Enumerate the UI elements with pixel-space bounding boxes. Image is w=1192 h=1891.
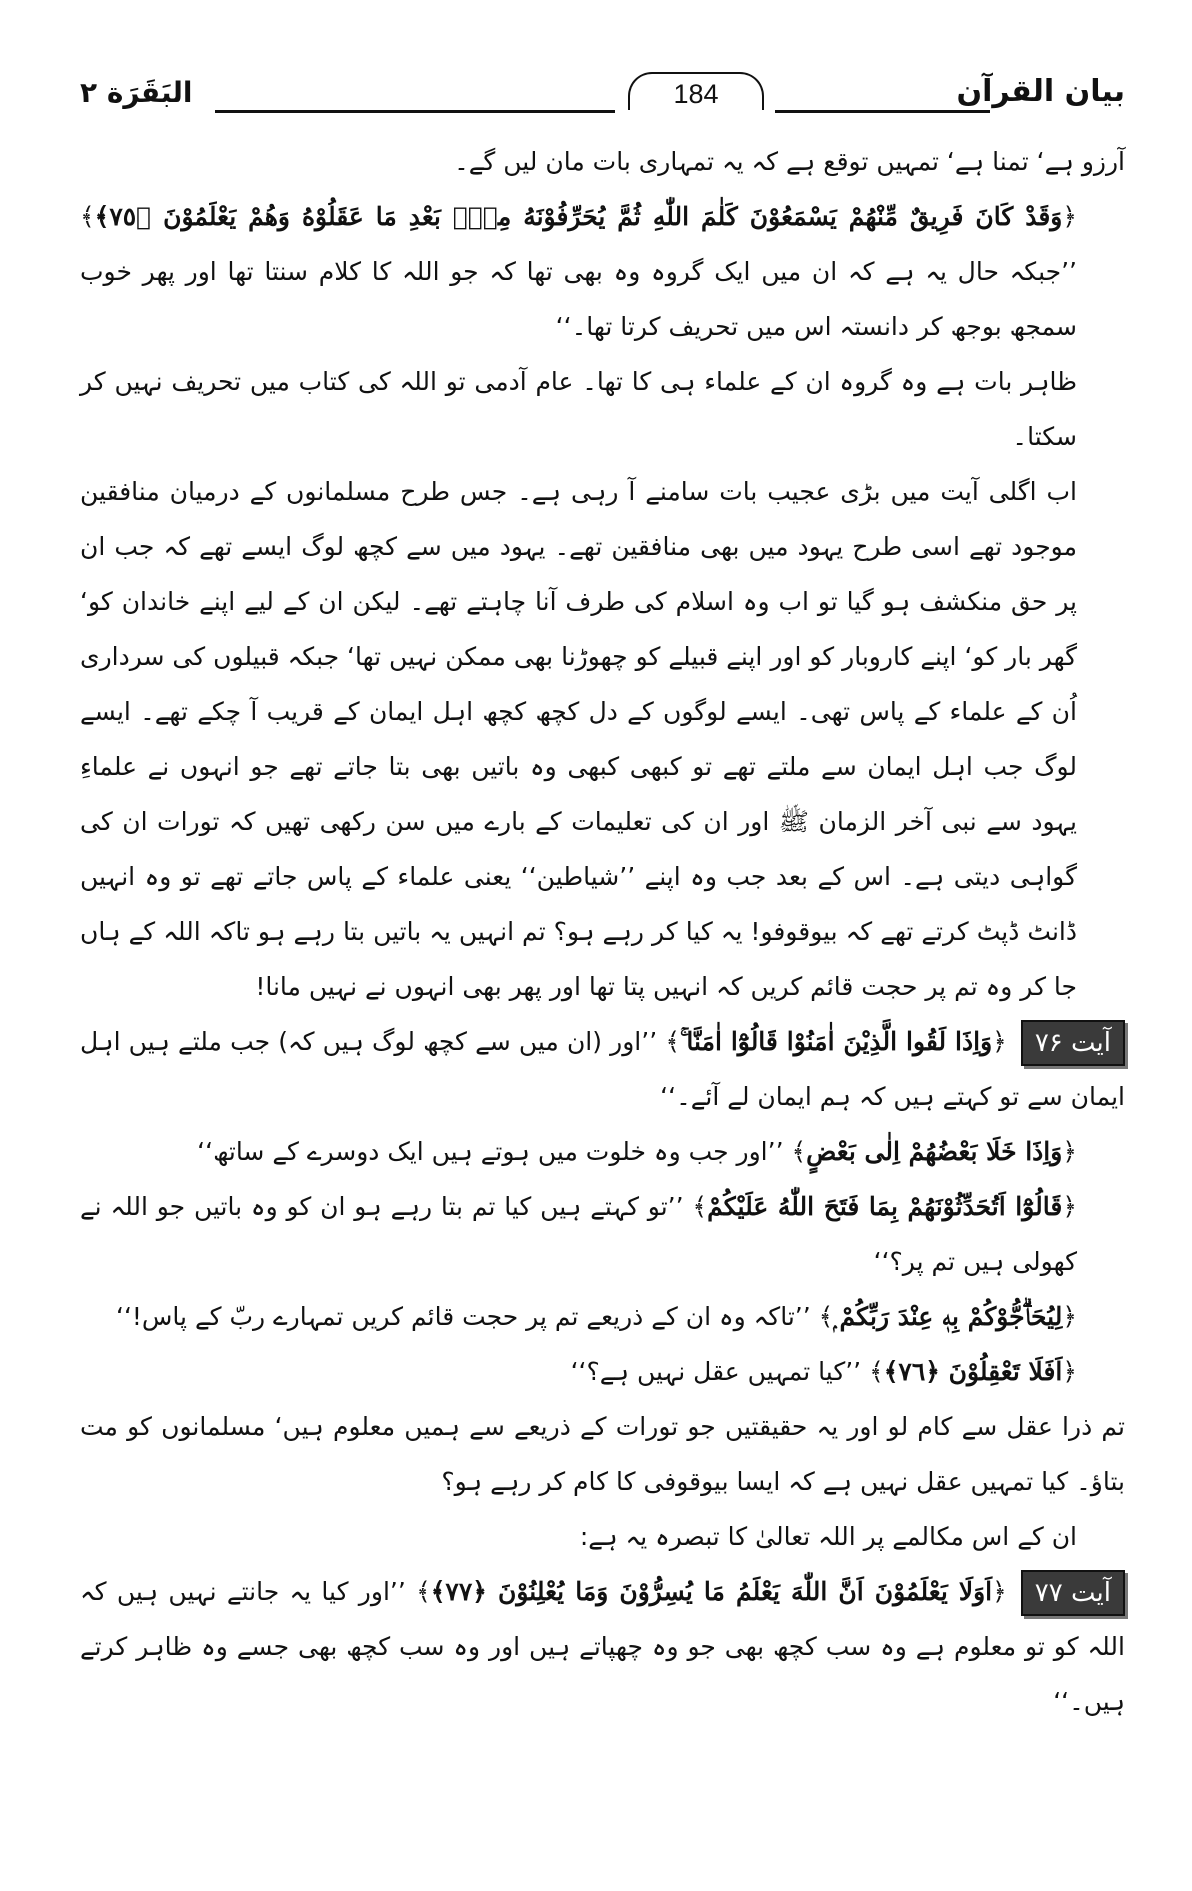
ayah-block — [80, 1564, 1125, 1729]
ornate-bracket-close: ﴾ — [416, 1577, 431, 1606]
paragraph-text: ظاہر بات ہے وہ گروہ ان کے علماء ہی کا تھا۔ عام آدمی تو اللہ کی کتاب میں تحریف نہیں کر سکتا۔ — [80, 367, 1077, 451]
ornate-bracket-open: ﴿ — [1062, 1192, 1077, 1221]
paragraph — [80, 464, 1125, 1014]
arabic-verse: اَفَلَا تَعْقِلُوْنَ ﴿٧٦﴾ — [883, 1357, 1063, 1386]
ornate-bracket-close: ﴾ — [665, 1027, 680, 1056]
verse-translation: ’’اور کیا یہ جانتے نہیں ہیں کہ اللہ کو تو معلوم ہے وہ سب کچھ بھی جو وہ چھپاتے ہیں اور وہ سب کچھ بھی جسے وہ ظاہر کرتے ہیں۔‘‘ — [80, 1577, 1125, 1716]
verse-translation: ’’تو کہتے ہیں کیا تم بتا رہے ہو ان کو وہ باتیں جو اللہ نے کھولی ہیں تم پر؟‘‘ — [80, 1192, 1077, 1276]
ornate-bracket-open: ﴿ — [1062, 202, 1077, 231]
ayah-number-label: آیت ۷۷ — [1021, 1570, 1125, 1616]
ornate-bracket-close: ﴾ — [692, 1192, 708, 1221]
ornate-bracket-open: ﴿ — [992, 1027, 1007, 1056]
paragraph-text: آرزو ہے‘ تمنا ہے‘ تمہیں توقع ہے کہ یہ تمہاری بات مان لیں گے۔ — [454, 147, 1125, 176]
page-body — [80, 134, 1125, 1729]
ornate-bracket-close: ﴾ — [80, 202, 95, 231]
ornate-bracket-open: ﴿ — [1062, 1357, 1077, 1386]
arabic-verse: وَاِذَا خَلَا بَعْضُهُمْ اِلٰى بَعْضٍ — [806, 1137, 1063, 1166]
paragraph — [80, 1509, 1125, 1564]
ornate-bracket-close: ﴾ — [818, 1302, 834, 1331]
paragraph — [80, 1399, 1125, 1509]
header-rule-right — [775, 110, 990, 113]
page-header — [80, 70, 1125, 116]
ornate-bracket-close: ﴾ — [869, 1357, 884, 1386]
paragraph-text: ان کے اس مکالمے پر اللہ تعالیٰ کا تبصرہ یہ ہے: — [579, 1522, 1077, 1551]
arabic-verse: وَقَدْ كَانَ فَرِيقٌ مِّنْهُمْ يَسْمَعُوْنَ كَلٰمَ اللّٰهِ ثُمَّ يُحَرِّفُوْنَهُ مِنْۢ بَعْدِ مَا عَقَلُوْهُ وَهُمْ يَعْلَمُوْنَ ﴿٧٥﴾ — [94, 202, 1063, 231]
verse-translation: ’’اور جب وہ خلوت میں ہوتے ہیں ایک دوسرے کے ساتھ‘‘ — [197, 1137, 784, 1166]
ayah-block — [80, 1179, 1125, 1289]
paragraph-text: تم ذرا عقل سے کام لو اور یہ حقیقتیں جو تورات کے ذریعے سے ہمیں معلوم ہیں‘ مسلمانوں کو مت بتاؤ۔ کیا تمہیں عقل نہیں ہے کہ ایسا بیوقوفی کا کام کر رہے ہو؟ — [80, 1412, 1125, 1496]
ornate-bracket-open: ﴿ — [1062, 1302, 1077, 1331]
ornate-bracket-close: ﴾ — [791, 1137, 807, 1166]
ayah-block — [80, 1014, 1125, 1124]
ayah-block — [80, 1289, 1125, 1344]
paragraph — [80, 134, 1125, 189]
ornate-bracket-open: ﴿ — [992, 1577, 1007, 1606]
ayah-number-label: آیت ۷۶ — [1021, 1020, 1125, 1066]
paragraph-text: اب اگلی آیت میں بڑی عجیب بات سامنے آ رہی ہے۔ جس طرح مسلمانوں کے درمیان منافقین موجود تھے اسی طرح یہود میں بھی منافقین تھے۔ یہود میں سے کچھ لوگ ایسے تھے کہ جب ان پر حق منکشف ہو گیا تو اب وہ اسلام کی طرف آنا چاہتے تھے۔ لیکن ان کے لیے اپنے خاندان کو‘ گھر بار کو‘ اپنے کاروبار کو اور اپنے قبیلے کو چھوڑنا بھی ممکن نہیں تھا‘ جبکہ قبیلوں کی سرداری اُن کے علماء کے پاس تھی۔ ایسے لوگوں کے دل کچھ کچھ اہل ایمان کے قریب آ چکے تھے۔ ایسے لوگ جب اہل ایمان سے ملتے تھے تو کبھی کبھی وہ باتیں بھی بتا جاتے تھے جو انہوں نے علماءِ یہود سے نبی آخر الزمان ﷺ اور ان کی تعلیمات کے بارے میں سن رکھی تھیں کہ تورات ان کی گواہی دیتی ہے۔ اس کے بعد جب وہ اپنے ’’شیاطین‘‘ یعنی علماء کے پاس جاتے تھے تو وہ انہیں ڈانٹ ڈپٹ کرتے تھے کہ بیوقوفو! یہ کیا کر رہے ہو؟ تم انہیں یہ باتیں بتا رہے ہو تاکہ اللہ کے ہاں جا کر وہ تم پر حجت قائم کریں کہ انہیں پتا تھا اور پھر بھی انہوں نے نہیں مانا! — [80, 477, 1078, 1001]
verse-translation: ’’کیا تمہیں عقل نہیں ہے؟‘‘ — [570, 1357, 862, 1386]
ayah-block — [80, 189, 1125, 354]
arabic-verse: وَاِذَا لَقُوا الَّذِيْنَ اٰمَنُوْا قَالُوْٓا اٰمَنَّا ۚ — [679, 1027, 993, 1056]
verse-translation: ’’جبکہ حال یہ ہے کہ ان میں ایک گروہ وہ بھی تھا کہ جو اللہ کا کلام سنتا تھا اور پھر خوب سمجھ بوجھ کر دانستہ اس میں تحریف کرتا تھا۔‘‘ — [80, 257, 1077, 341]
arabic-verse: اَوَلَا يَعْلَمُوْنَ اَنَّ اللّٰهَ يَعْلَمُ مَا يُسِرُّوْنَ وَمَا يُعْلِنُوْنَ ﴿٧٧﴾ — [430, 1577, 993, 1606]
paragraph — [80, 354, 1125, 464]
book-title: بیان القرآن — [956, 74, 1125, 109]
surah-name: البَقَرَة ٢ — [80, 76, 193, 109]
verse-translation: ’’تاکہ وہ ان کے ذریعے تم پر حجت قائم کریں تمہارے ربّ کے پاس!‘‘ — [116, 1302, 811, 1331]
ayah-block — [80, 1124, 1125, 1179]
header-rule-left — [215, 110, 615, 113]
verse-translation: ’’اور (ان میں سے کچھ لوگ ہیں کہ) جب ملتے ہیں اہل ایمان سے تو کہتے ہیں کہ ہم ایمان لے آئے۔‘‘ — [80, 1027, 1125, 1111]
ayah-block — [80, 1344, 1125, 1399]
page-number: 184 — [628, 72, 764, 110]
arabic-verse: قَالُوْٓا اَتُحَدِّثُوْنَهُمْ بِمَا فَتَحَ اللّٰهُ عَلَيْكُمْ — [707, 1192, 1063, 1221]
ornate-bracket-open: ﴿ — [1062, 1137, 1077, 1166]
arabic-verse: لِيُحَاۗجُّوْكُمْ بِهٖ عِنْدَ رَبِّكُمْ ۭ — [833, 1302, 1063, 1331]
